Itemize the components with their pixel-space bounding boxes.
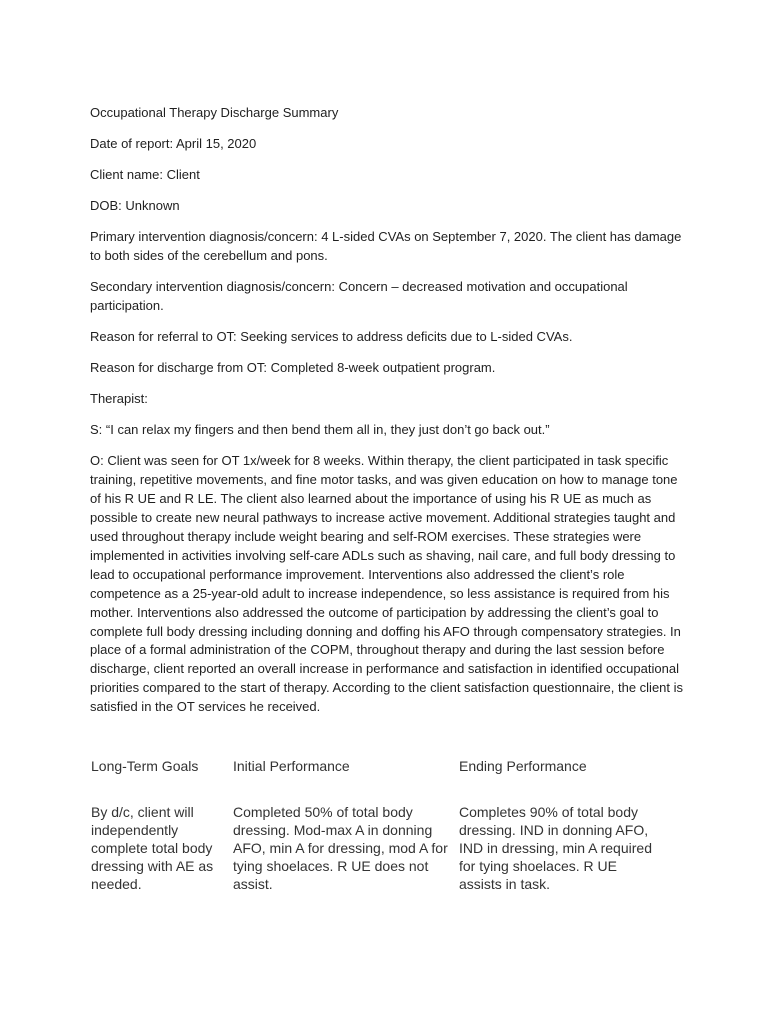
goals-table-header (91, 756, 691, 802)
reason-for-referral: Reason for referral to OT: Seeking services to address deficits due to L-sided CVAs. (90, 329, 573, 344)
subjective-note: S: “I can relax my fingers and then bend them all in, they just don’t go back out.” (90, 422, 550, 438)
header-ending-performance: Ending Performance (459, 758, 587, 774)
primary-diagnosis: Primary intervention diagnosis/concern: 4 L-sided CVAs on September 7, 2020. The client has damage to both sides of the cerebellum and pons. (90, 229, 682, 264)
client-name: Client name: Client (90, 167, 200, 183)
ending-performance-cell: Completes 90% of total body dressing. IND in donning AFO, IND in dressing, min A required for tying shoelaces. R UE assists in task. (459, 804, 652, 892)
objective-note: O: Client was seen for OT 1x/week for 8 weeks. Within therapy, the client participated in task specific training, repetitive movements, and fine motor tasks, and was given education on how to manage tone of his R UE and R LE. The client also learned about the importance of using his R UE as much as possible to create new neural pathways to increase active movement. Additional strategies taught and used throughout therapy include weight bearing and self-ROM exercises. These strategies were implemented in activities involving self-care ADLs such as shaving, nail care, and full body dressing to lead to occupational performance improvement. Interventions also addressed the client’s role competence as a 25-year-old adult to increase independence, so less assistance is required from his mother. Interventions also addressed the outcome of participation by addressing the client’s goal to complete full body dressing including donning and doffing his AFO through compensatory strategies. In place of a formal administration of the COPM, throughout therapy and during the last session before discharge, client reported an overall increase in performance and satisfaction in identified occupational priorities compared to the start of therapy. According to the client satisfaction questionnaire, the client is satisfied in the OT services he received. (90, 453, 684, 715)
date-of-birth: DOB: Unknown (90, 198, 180, 214)
document-title: Occupational Therapy Discharge Summary (90, 105, 339, 120)
initial-performance-cell: Completed 50% of total body dressing. Mod-max A in donning AFO, min A for dressing, mod A for tying shoelaces. R UE does not assist. (233, 804, 448, 892)
goal-cell: By d/c, client will independently complete total body dressing with AE as needed. (91, 804, 214, 892)
discharge-summary-document (90, 104, 690, 729)
therapist: Therapist: (90, 391, 148, 407)
table-row (91, 802, 691, 893)
header-initial-performance: Initial Performance (233, 758, 350, 774)
header-long-term-goals: Long-Term Goals (91, 758, 199, 774)
goals-table (91, 756, 691, 893)
reason-for-discharge: Reason for discharge from OT: Completed 8-week outpatient program. (90, 360, 496, 376)
secondary-diagnosis: Secondary intervention diagnosis/concern: Concern – decreased motivation and occupational participation. (90, 279, 628, 314)
date-of-report: Date of report: April 15, 2020 (90, 136, 257, 152)
